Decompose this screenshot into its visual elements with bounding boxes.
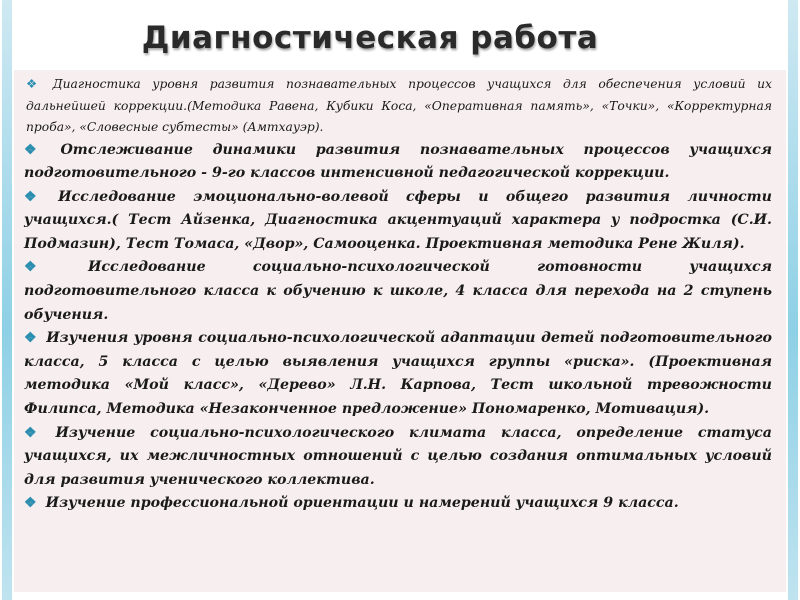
left-frame-bar: [2, 0, 12, 600]
list-item: [20, 139, 772, 186]
list-item: [20, 422, 772, 493]
diamond-bullet-icon: ❖: [24, 188, 37, 205]
diamond-bullet-icon: ❖: [24, 424, 37, 441]
list-item: [20, 492, 772, 516]
list-item-text: Изучение профессиональной ориентации и намерений учащихся 9 класса.: [40, 495, 679, 512]
list-item-text: Изучение социально-психологического климата класса, определение статуса учащихся, их межличностных отношений с целью создания оптимальных условий для развития ученического коллектива.: [24, 424, 772, 488]
right-frame-bar: [788, 0, 798, 600]
list-item: [20, 327, 772, 421]
list-item-text: Диагностика уровня развития познавательных процессов учащихся для обеспечения условий их дальнейшей коррекции.(Методика Равена, Кубики Коса, «Оперативная память», «Точки», «Корректурная проба», «Словесные субтесты» (Амтхауэр).: [26, 77, 772, 134]
diamond-bullet-icon: ❖: [26, 77, 38, 91]
diamond-bullet-icon: ❖: [24, 330, 37, 347]
list-item: [20, 186, 772, 257]
diamond-bullet-icon: ❖: [24, 259, 37, 276]
list-item-text: Исследование социально-психологической готовности учащихся подготовительного класса к обучению к школе, 4 класса для перехода на 2 ступень обучения.: [24, 259, 772, 323]
diamond-bullet-icon: ❖: [24, 141, 37, 158]
page-title: Диагностическая работа: [141, 20, 599, 56]
list-item-text: Изучения уровня социально-психологической адаптации детей подготовительного класса, 5 класса с целью выявления учащихся группы «риска». (Проективная методика «Мой класс», «Дерево» Л.Н. Карпова, Тест школьной тревожности Филипса, Методика «Незаконченное предложение» Пономаренко, Мотивация).: [24, 330, 772, 418]
bullet-list: [20, 74, 772, 516]
diamond-bullet-icon: ❖: [24, 495, 37, 512]
list-item: [20, 256, 772, 327]
list-item-text: Исследование эмоционально-волевой сферы и общего развития личности учащихся.( Тест Айзенка, Диагностика акцентуаций характера у подростка (С.И. Подмазин), Тест Томаса, «Двор», Самооценка. Проективная методика Рене Жиля).: [24, 188, 772, 252]
list-item: [20, 74, 772, 139]
list-item-text: Отслеживание динамики развития познавательных процессов учащихся подготовительного - 9-го классов интенсивной педагогической коррекции.: [24, 141, 772, 182]
